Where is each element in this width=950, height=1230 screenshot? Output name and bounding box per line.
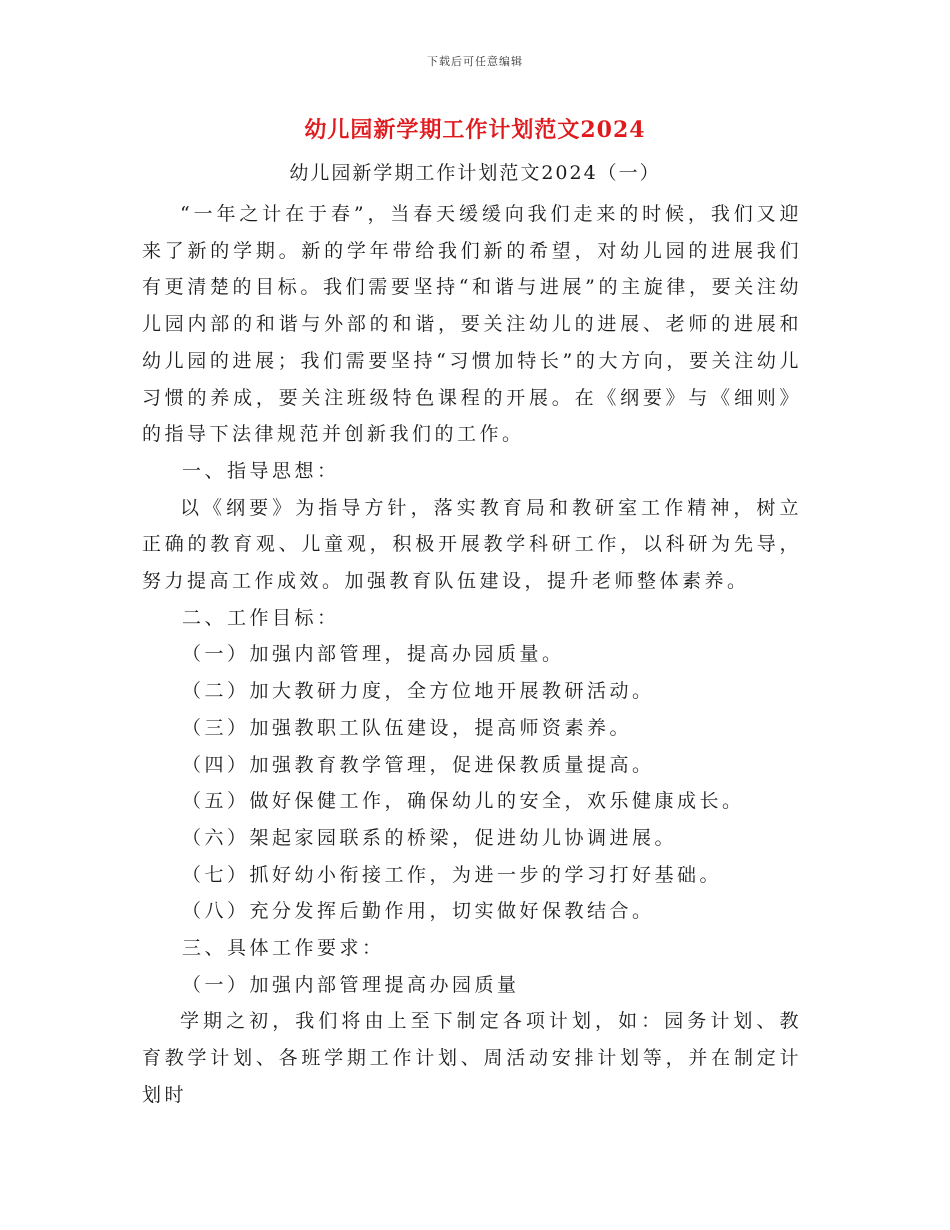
goal-item: （六）架起家园联系的桥梁，促进幼儿协调进展。 [182, 826, 678, 849]
section-heading-work-requirements: 三、具体工作要求： [182, 937, 385, 960]
goal-item: （八）充分发挥后勤作用，切实做好保教结合。 [182, 900, 655, 923]
guiding-ideology-paragraph: 以《纲要》为指导方针，落实教育局和教研室工作精神，树立正确的教育观、儿童观，积极开展教学科研工作，以科研为先导，努力提高工作成效。加强教育队伍建设，提升老师整体素养。 [142, 496, 802, 593]
internal-management-paragraph: 学期之初，我们将由上至下制定各项计划，如：园务计划、教育教学计划、各班学期工作计划、周活动安排计划等，并在制定计划时 [142, 1010, 802, 1106]
intro-paragraph: “一年之计在于春”，当春天缓缓向我们走来的时候，我们又迎来了新的学期。新的学年带给我们新的希望，对幼儿园的进展我们有更清楚的目标。我们需要坚持“和谐与进展”的主旋律，要关注幼儿园内部的和谐与外部的和谐，要关注幼儿的进展、老师的进展和幼儿园的进展；我们需要坚持“习惯加特长”的大方向，要关注幼儿习惯的养成，要关注班级特色课程的开展。在《纲要》与《细则》的指导下法律规范并创新我们的工作。 [142, 203, 802, 446]
document-title: 幼儿园新学期工作计划范文2024 [304, 117, 646, 143]
header-note: 下载后可任意编辑 [427, 55, 523, 68]
goal-item: （一）加强内部管理，提高办园质量。 [182, 643, 565, 666]
document-subtitle: 幼儿园新学期工作计划范文2024（一） [289, 162, 661, 184]
document-body [142, 196, 802, 1114]
goal-item: （五）做好保健工作，确保幼儿的安全，欢乐健康成长。 [182, 790, 745, 813]
section-heading-guiding-ideology: 一、指导思想： [182, 459, 340, 482]
goal-item: （七）抓好幼小衔接工作，为进一步的学习打好基础。 [182, 863, 723, 886]
goal-item: （三）加强教职工队伍建设，提高师资素养。 [182, 716, 633, 739]
sub-heading-internal-management: （一）加强内部管理提高办园质量 [182, 973, 520, 996]
section-heading-work-goals: 二、工作目标： [182, 606, 340, 629]
goal-item: （二）加大教研力度，全方位地开展教研活动。 [182, 680, 655, 703]
goal-item: （四）加强教育教学管理，促进保教质量提高。 [182, 753, 655, 776]
